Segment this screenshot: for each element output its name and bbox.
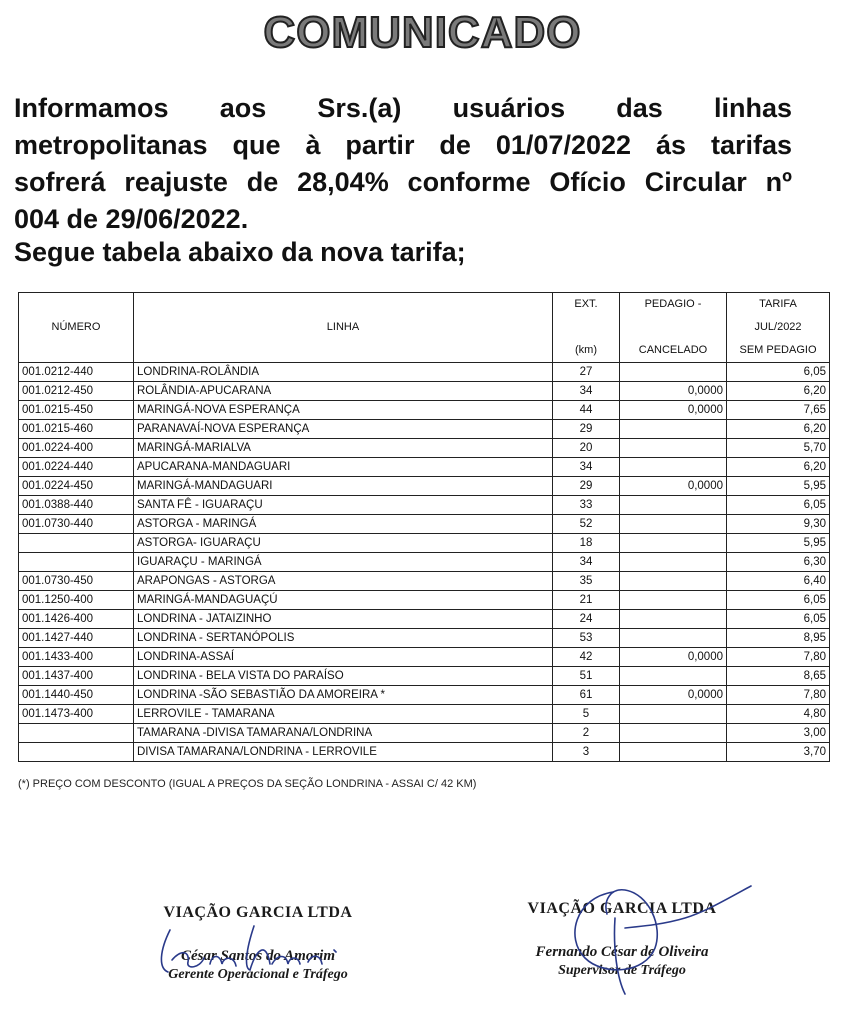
fare-table-body xyxy=(19,363,830,762)
cell-numero xyxy=(19,553,134,572)
cell-tarifa: 6,40 xyxy=(727,572,830,591)
header-ext-line3: (km) xyxy=(575,344,597,356)
table-row xyxy=(19,743,830,762)
table-row xyxy=(19,458,830,477)
cell-pedagio xyxy=(620,439,727,458)
cell-ext: 5 xyxy=(553,705,620,724)
cell-linha: LONDRINA - BELA VISTA DO PARAÍSO xyxy=(134,667,553,686)
intro-line: sofrerá reajuste de 28,04% conforme Ofício Circular nº xyxy=(14,167,792,197)
header-tarifa xyxy=(727,293,830,363)
cell-pedagio xyxy=(620,363,727,382)
table-row xyxy=(19,439,830,458)
table-header-row xyxy=(19,293,830,363)
cell-pedagio xyxy=(620,591,727,610)
header-numero: NÚMERO xyxy=(19,293,134,363)
table-row xyxy=(19,401,830,420)
cell-pedagio xyxy=(620,743,727,762)
table-row xyxy=(19,420,830,439)
cell-ext: 18 xyxy=(553,534,620,553)
table-row xyxy=(19,553,830,572)
cell-tarifa: 5,95 xyxy=(727,477,830,496)
cell-linha: LONDRINA - JATAIZINHO xyxy=(134,610,553,629)
table-row xyxy=(19,686,830,705)
cell-linha: MARINGÁ-MANDAGUARI xyxy=(134,477,553,496)
cell-linha: IGUARAÇU - MARINGÁ xyxy=(134,553,553,572)
cell-numero: 001.0212-450 xyxy=(19,382,134,401)
cell-pedagio xyxy=(620,705,727,724)
header-tar-line1: TARIFA xyxy=(759,298,797,310)
table-row xyxy=(19,382,830,401)
cell-tarifa: 5,70 xyxy=(727,439,830,458)
cell-pedagio xyxy=(620,629,727,648)
cell-numero: 001.1433-400 xyxy=(19,648,134,667)
cell-pedagio xyxy=(620,667,727,686)
cell-tarifa: 9,30 xyxy=(727,515,830,534)
intro-paragraph xyxy=(14,90,792,238)
cell-numero: 001.1440-450 xyxy=(19,686,134,705)
cell-pedagio xyxy=(620,610,727,629)
cell-tarifa: 7,65 xyxy=(727,401,830,420)
signature-role: Supervisor de Tráfego xyxy=(558,963,686,978)
cell-linha: LONDRINA-ROLÂNDIA xyxy=(134,363,553,382)
cell-numero: 001.0212-440 xyxy=(19,363,134,382)
cell-linha: LERROVILE - TAMARANA xyxy=(134,705,553,724)
cell-ext: 29 xyxy=(553,477,620,496)
cell-numero: 001.1250-400 xyxy=(19,591,134,610)
cell-tarifa: 6,05 xyxy=(727,591,830,610)
cell-ext: 27 xyxy=(553,363,620,382)
cell-ext: 34 xyxy=(553,458,620,477)
cell-ext: 34 xyxy=(553,382,620,401)
cell-pedagio: 0,0000 xyxy=(620,686,727,705)
signature-company: VIAÇÃO GARCIA LTDA xyxy=(163,904,353,921)
cell-numero xyxy=(19,534,134,553)
cell-linha: MARINGÁ-MARIALVA xyxy=(134,439,553,458)
handwritten-signature-2 xyxy=(555,878,755,998)
cell-pedagio xyxy=(620,496,727,515)
cell-ext: 2 xyxy=(553,724,620,743)
table-row xyxy=(19,496,830,515)
cell-pedagio: 0,0000 xyxy=(620,382,727,401)
cell-pedagio: 0,0000 xyxy=(620,648,727,667)
cell-linha: ROLÂNDIA-APUCARANA xyxy=(134,382,553,401)
cell-tarifa: 8,95 xyxy=(727,629,830,648)
cell-pedagio: 0,0000 xyxy=(620,401,727,420)
signature-name: César Santos do Amorim xyxy=(180,948,336,964)
header-ped-line1: PEDAGIO - xyxy=(644,298,702,310)
cell-numero xyxy=(19,724,134,743)
cell-tarifa: 4,80 xyxy=(727,705,830,724)
cell-numero: 001.0215-460 xyxy=(19,420,134,439)
table-row xyxy=(19,648,830,667)
cell-ext: 51 xyxy=(553,667,620,686)
table-row xyxy=(19,534,830,553)
cell-linha: PARANAVAÍ-NOVA ESPERANÇA xyxy=(134,420,553,439)
intro-table-lead: Segue tabela abaixo da nova tarifa; xyxy=(14,237,466,267)
cell-tarifa: 7,80 xyxy=(727,686,830,705)
cell-pedagio xyxy=(620,553,727,572)
cell-linha: DIVISA TAMARANA/LONDRINA - LERROVILE xyxy=(134,743,553,762)
cell-tarifa: 6,20 xyxy=(727,420,830,439)
table-row xyxy=(19,591,830,610)
cell-linha: ARAPONGAS - ASTORGA xyxy=(134,572,553,591)
signature-name: Fernando César de Oliveira xyxy=(535,944,709,960)
cell-pedagio: 0,0000 xyxy=(620,477,727,496)
cell-pedagio xyxy=(620,572,727,591)
header-tar-line2: JUL/2022 xyxy=(754,321,802,333)
cell-pedagio xyxy=(620,420,727,439)
cell-numero: 001.0224-450 xyxy=(19,477,134,496)
cell-numero: 001.1473-400 xyxy=(19,705,134,724)
cell-tarifa: 7,80 xyxy=(727,648,830,667)
cell-tarifa: 6,20 xyxy=(727,458,830,477)
cell-ext: 53 xyxy=(553,629,620,648)
cell-pedagio xyxy=(620,515,727,534)
footnote: (*) PREÇO COM DESCONTO (IGUAL A PREÇOS DA SEÇÃO LONDRINA - ASSAI C/ 42 KM) xyxy=(18,778,477,790)
cell-tarifa: 5,95 xyxy=(727,534,830,553)
cell-numero: 001.0215-450 xyxy=(19,401,134,420)
cell-ext: 24 xyxy=(553,610,620,629)
cell-ext: 35 xyxy=(553,572,620,591)
cell-numero: 001.1437-400 xyxy=(19,667,134,686)
cell-ext: 44 xyxy=(553,401,620,420)
header-ped-line2 xyxy=(620,316,726,339)
cell-numero: 001.1426-400 xyxy=(19,610,134,629)
cell-linha: LONDRINA -SÃO SEBASTIÃO DA AMOREIRA * xyxy=(134,686,553,705)
cell-numero: 001.0224-440 xyxy=(19,458,134,477)
intro-line: metropolitanas que à partir de 01/07/2022 ás tarifas xyxy=(14,130,792,160)
table-row xyxy=(19,477,830,496)
handwritten-signature-1 xyxy=(150,920,360,978)
cell-numero: 001.0388-440 xyxy=(19,496,134,515)
cell-ext: 29 xyxy=(553,420,620,439)
signature-role: Gerente Operacional e Tráfego xyxy=(168,967,348,982)
header-ext-line2 xyxy=(553,316,619,339)
cell-ext: 33 xyxy=(553,496,620,515)
cell-linha: TAMARANA -DIVISA TAMARANA/LONDRINA xyxy=(134,724,553,743)
cell-tarifa: 6,05 xyxy=(727,610,830,629)
cell-tarifa: 3,70 xyxy=(727,743,830,762)
table-row xyxy=(19,515,830,534)
cell-numero: 001.0730-440 xyxy=(19,515,134,534)
cell-linha: ASTORGA- IGUARAÇU xyxy=(134,534,553,553)
cell-tarifa: 6,05 xyxy=(727,363,830,382)
intro-line: 004 de 29/06/2022. xyxy=(14,204,249,234)
cell-ext: 21 xyxy=(553,591,620,610)
cell-numero: 001.1427-440 xyxy=(19,629,134,648)
header-ped-line3: CANCELADO xyxy=(638,344,708,356)
cell-linha: MARINGÁ-MANDAGUAÇÚ xyxy=(134,591,553,610)
header-ext-line1: EXT. xyxy=(574,298,598,310)
table-row xyxy=(19,629,830,648)
cell-numero: 001.0224-400 xyxy=(19,439,134,458)
cell-ext: 20 xyxy=(553,439,620,458)
cell-linha: MARINGÁ-NOVA ESPERANÇA xyxy=(134,401,553,420)
header-tar-line3: SEM PEDAGIO xyxy=(739,344,817,356)
cell-tarifa: 6,30 xyxy=(727,553,830,572)
cell-ext: 42 xyxy=(553,648,620,667)
table-row xyxy=(19,667,830,686)
cell-tarifa: 3,00 xyxy=(727,724,830,743)
table-row xyxy=(19,610,830,629)
cell-tarifa: 6,05 xyxy=(727,496,830,515)
page-title: COMUNICADO xyxy=(263,8,582,57)
header-pedagio xyxy=(620,293,727,363)
cell-linha: LONDRINA-ASSAÍ xyxy=(134,648,553,667)
cell-linha: ASTORGA - MARINGÁ xyxy=(134,515,553,534)
header-linha: LINHA xyxy=(134,293,553,363)
cell-numero xyxy=(19,743,134,762)
cell-ext: 3 xyxy=(553,743,620,762)
table-row xyxy=(19,705,830,724)
cell-tarifa: 6,20 xyxy=(727,382,830,401)
cell-linha: SANTA FÊ - IGUARAÇU xyxy=(134,496,553,515)
fare-table xyxy=(18,292,830,762)
table-row xyxy=(19,572,830,591)
header-ext xyxy=(553,293,620,363)
cell-tarifa: 8,65 xyxy=(727,667,830,686)
cell-ext: 61 xyxy=(553,686,620,705)
table-row xyxy=(19,363,830,382)
cell-pedagio xyxy=(620,724,727,743)
cell-pedagio xyxy=(620,458,727,477)
cell-numero: 001.0730-450 xyxy=(19,572,134,591)
cell-ext: 52 xyxy=(553,515,620,534)
intro-line: Informamos aos Srs.(a) usuários das linhas xyxy=(14,93,792,123)
cell-ext: 34 xyxy=(553,553,620,572)
signature-company: VIAÇÃO GARCIA LTDA xyxy=(527,900,717,917)
table-row xyxy=(19,724,830,743)
cell-linha: APUCARANA-MANDAGUARI xyxy=(134,458,553,477)
cell-pedagio xyxy=(620,534,727,553)
cell-linha: LONDRINA - SERTANÓPOLIS xyxy=(134,629,553,648)
